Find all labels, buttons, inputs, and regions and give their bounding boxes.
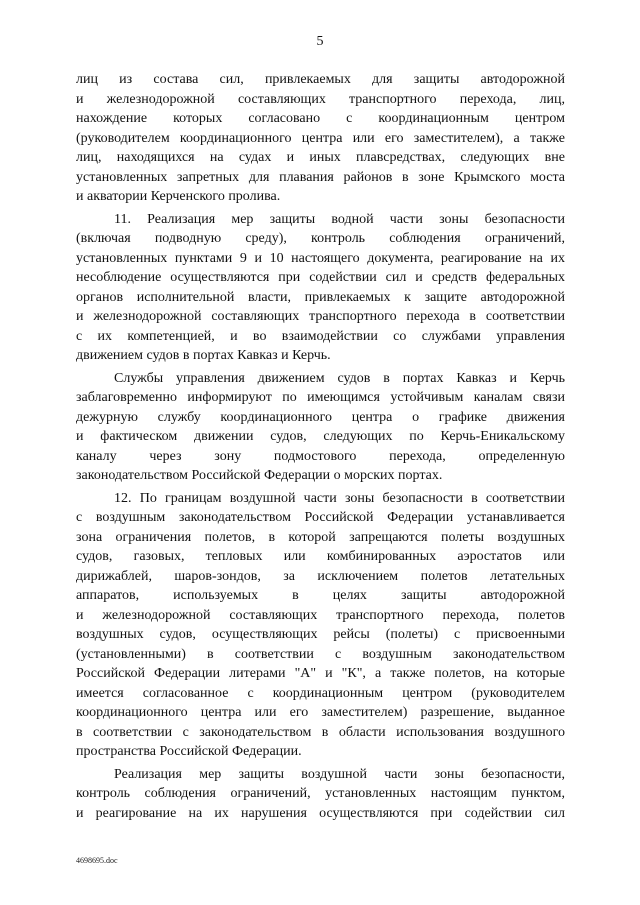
paragraph-item-11 xyxy=(76,210,565,366)
text-line: 11. Реализация мер защиты водной части зоны безопасности xyxy=(114,211,565,227)
text-line: в соответствии с законодательством в области использования воздушного xyxy=(76,724,565,740)
text-line: пространства Российской Федерации. xyxy=(76,744,302,759)
text-line: Службы управления движением судов в портах Кавказ и Керчь xyxy=(114,370,565,386)
text-line: и акватории Керченского пролива. xyxy=(76,189,281,204)
text-line: законодательством Российской Федерации о морских портах. xyxy=(76,468,443,483)
text-line: (руководителем координационного центра или его заместителем), а также xyxy=(76,130,565,146)
text-line: Реализация мер защиты воздушной части зоны безопасности, xyxy=(114,766,565,782)
text-line: (включая подводную среду), контроль соблюдения ограничений, xyxy=(76,231,565,246)
text-line: лиц из состава сил, привлекаемых для защиты автодорожной xyxy=(76,72,565,87)
page-number: 5 xyxy=(316,34,324,49)
text-line: и железнодорожной составляющих транспортного перехода, полетов xyxy=(76,607,565,623)
text-line: с их компетенцией, и во взаимодействии со службами управления xyxy=(76,328,565,344)
paragraph-continuation xyxy=(76,70,565,207)
text-line: (установленными) в соответствии с воздушным законодательством xyxy=(76,646,565,662)
text-line: органов исполнительной власти, привлекаемых к защите автодорожной xyxy=(76,289,565,305)
text-line: несоблюдение осуществляются при содействии сил и средств федеральных xyxy=(76,270,565,285)
text-line: и железнодорожной составляющих транспортного перехода в соответствии xyxy=(76,309,565,324)
text-line: заблаговременно информируют по имеющимся устойчивым каналам связи xyxy=(76,390,565,405)
document-body xyxy=(76,70,565,826)
paragraph-air-zone-measures xyxy=(76,765,565,824)
file-name-footer: 4698695.doc xyxy=(76,856,118,865)
text-line: лиц, находящихся на судах и иных плавсредствах, следующих вне xyxy=(76,150,565,165)
text-line: движением судов в портах Кавказ и Керчь. xyxy=(76,348,331,363)
text-line: нахождение которых согласовано с координационным центром xyxy=(76,111,565,126)
text-line: судов, газовых, тепловых или комбинированных аэростатов или xyxy=(76,549,565,564)
text-line: установленных запретных для плавания районов в зоне Крымского моста xyxy=(76,169,565,185)
text-line: 12. По границам воздушной части зоны безопасности в соответствии xyxy=(114,490,565,506)
text-line: Российской Федерации литерами "А" и "К", а также полетов, на которые xyxy=(76,666,565,681)
text-line: воздушных судов, осуществляющих рейсы (полеты) с присвоенными xyxy=(76,627,565,642)
text-line: и реагирование на их нарушения осуществляются при содействии сил xyxy=(76,805,565,821)
text-line: аппаратов, используемых в целях защиты автодорожной xyxy=(76,588,565,603)
text-line: координационного центра или его заместителем) разрешение, выданное xyxy=(76,705,565,720)
text-line: и железнодорожной составляющих транспортного перехода, лиц, xyxy=(76,91,565,107)
text-line: установленных пунктами 9 и 10 настоящего документа, реагирование на их xyxy=(76,250,565,266)
text-line: дежурную службу координационного центра о графике движения xyxy=(76,409,565,425)
paragraph-item-12 xyxy=(76,489,565,762)
text-line: с воздушным законодательством Российской Федерации устанавливается xyxy=(76,510,565,525)
text-line: имеется согласованное с координационным центром (руководителем xyxy=(76,685,565,701)
text-line: каналу через зону подмостового перехода, определенную xyxy=(76,448,565,464)
text-line: контроль соблюдения ограничений, установленных настоящим пунктом, xyxy=(76,786,565,801)
text-line: дирижаблей, шаров-зондов, за исключением полетов летательных xyxy=(76,568,565,584)
text-line: и фактическом движении судов, следующих по Керчь-Еникальскому xyxy=(76,429,565,444)
text-line: зона ограничения полетов, в которой запрещаются полеты воздушных xyxy=(76,529,565,545)
paragraph-vessel-traffic xyxy=(76,369,565,486)
